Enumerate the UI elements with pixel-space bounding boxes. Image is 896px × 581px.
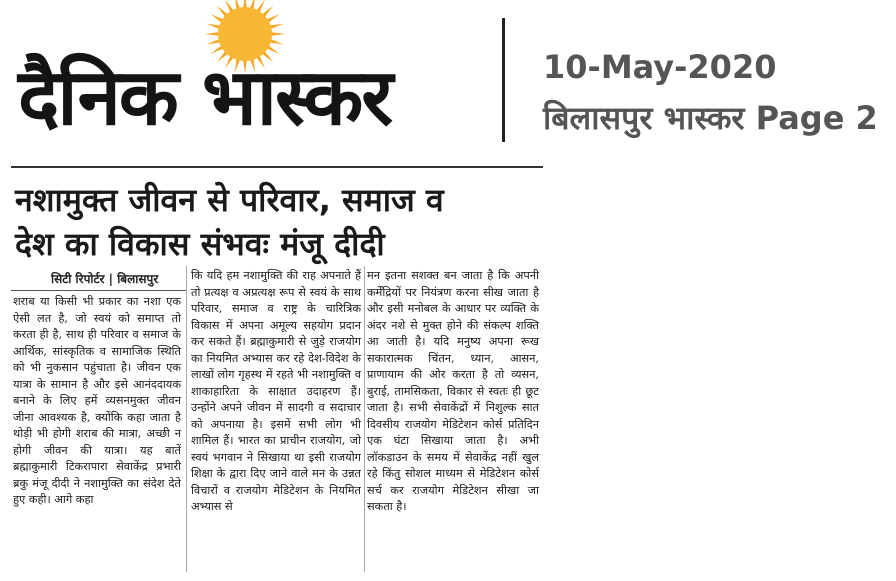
article-column-1: शराब या किसी भी प्रकार का नशा एक ऐसी लत है, जो स्वयं को समाप्त तो करता ही है, साथ ही परिवार व समाज के आर्थिक, सांस्कृतिक व सामाजिक स्थिति को भी नुकसान पहुंचाता है। जीवन एक यात्रा के सामान है और इसे आनंददायक बनाने के लिए हमें व्यसनमुक्त जीवन जीना आवश्यक है, क्योंकि कहा जाता है थोड़ी भी होगी शराब की मात्रा, अच्छी न होगी जीवन की यात्रा। यह बातें ब्रह्माकुमारी टिकरापारा सेवाकेंद्र प्रभारी ब्रकु मंजू दीदी ने नशामुक्ति का संदेश देते हुए कही। आगे कहा <box>13 295 181 506</box>
column-rule <box>364 266 365 572</box>
byline-rule <box>11 290 187 291</box>
masthead <box>0 0 896 160</box>
clip-top-rule <box>11 166 543 168</box>
masthead-divider <box>502 18 505 142</box>
article-clipping <box>11 166 543 578</box>
headline-line-1: नशामुक्त जीवन से परिवार, समाज व <box>15 181 444 219</box>
article-column-2: कि यदि हम नशामुक्ति की राह अपनाते हैं तो प्रत्यक्ष व अप्रत्यक्ष रूप से स्वयं के साथ परिवार, समाज व राष्ट्र के चारित्रिक विकास में अपना अमूल्य सहयोग प्रदान कर सकते हैं। ब्रह्माकुमारी से जुड़े राजयोग का नियमित अभ्यास कर रहे देश-विदेश के लाखों लोग गृहस्थ में रहते भी नशामुक्ति व शाकाहारिता के साक्षात उदाहरण हैं। उन्होंने अपने जीवन में सादगी व सदाचार को अपनाया है। इसमें सभी लोग भी शामिल हैं। भारत का प्राचीन राजयोग, जो स्वयं भगवान ने सिखाया था इसी राजयोग शिक्षा के द्वारा दिए जाने वाले मन के उन्नत विचारों व राजयोग मेडिटेशन के नियमित अभ्यास से <box>191 269 361 513</box>
article-headline <box>15 178 539 266</box>
headline-line-2: देश का विकास संभवः मंजू दीदी <box>15 225 385 263</box>
byline: सिटी रिपोर्टर | बिलासपुर <box>51 272 159 286</box>
publication-date: 10-May-2020 <box>543 48 777 86</box>
article-column-3: मन इतना सशक्त बन जाता है कि अपनी कर्मेंद्रियों पर नियंत्रण करना सीख जाता है और इसी मनोबल के आधार पर व्यक्ति के अंदर नशे से मुक्त होने की संकल्प शक्ति आ जाती है। यदि मनुष्य अपना रूख सकारात्मक चिंतन, ध्यान, आसन, प्राणायाम की ओर करता है तो व्यसन, बुराई, तामसिकता, विकार से स्वतः ही छूट जाता है। सभी सेवाकेंद्रों में निशुल्क सात दिवसीय राजयोग मेडिटेशन कोर्स प्रतिदिन एक घंटा सिखाया जाता है। अभी लॉकडाउन के समय में सेवाकेंद्र नहीं खुल रहे किंतु सोशल माध्यम से मेडिटेशन कोर्स सर्च कर राजयोग मेडिटेशन सीखा जा सकता है। <box>367 269 539 513</box>
newspaper-logo: दैनिक भास्कर <box>18 53 392 143</box>
column-rule <box>186 266 187 572</box>
edition-page: बिलासपुर भास्कर Page 2 <box>543 99 878 137</box>
